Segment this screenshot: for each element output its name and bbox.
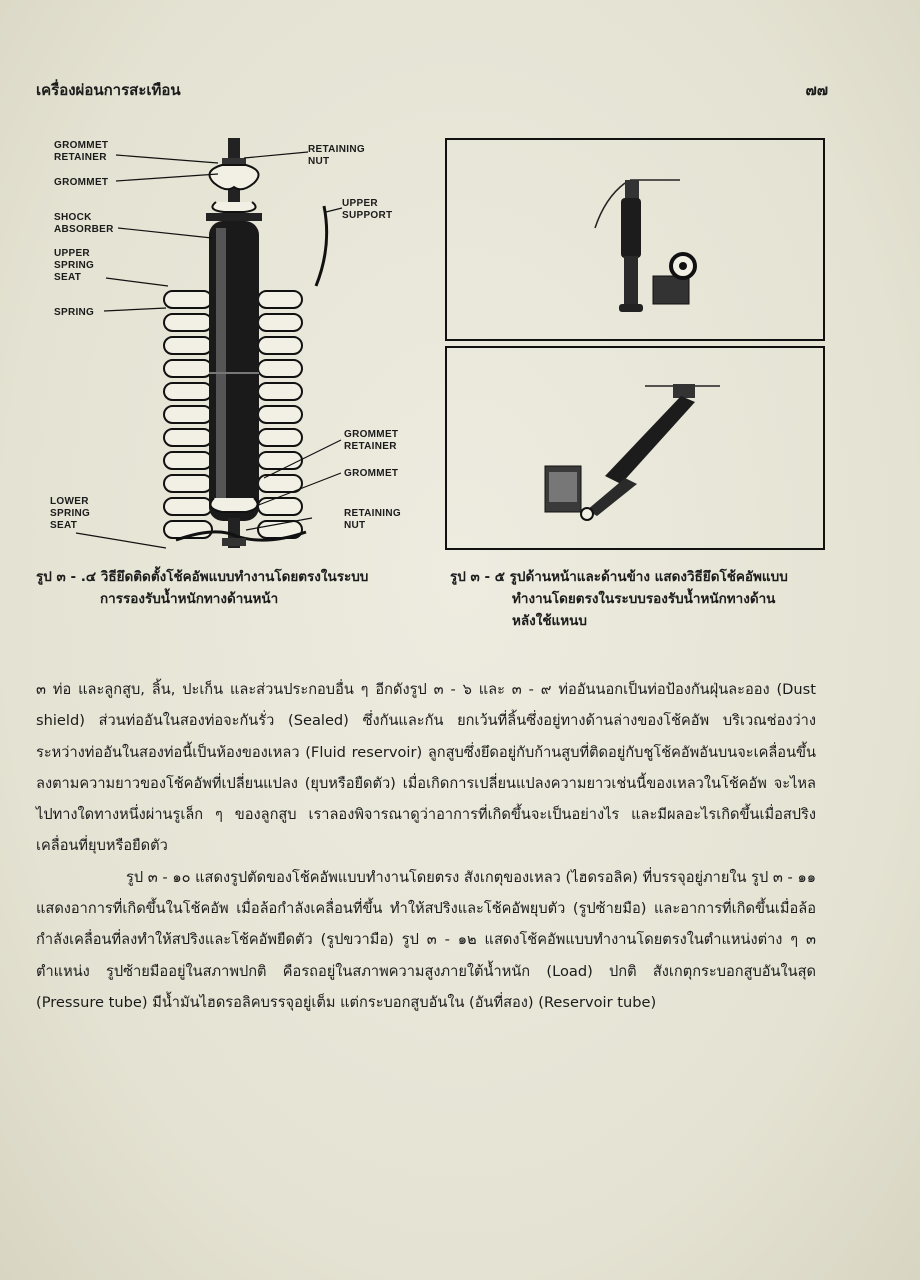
label-retaining-nut-top: RETAINING NUT (308, 144, 365, 167)
figure-3-5-svg (445, 138, 825, 550)
label-upper-spring-seat: UPPER SPRING SEAT (54, 248, 95, 283)
label-shock-absorber: SHOCK ABSORBER (54, 212, 114, 235)
figure-3-4-caption-line1: รูป ๓ - .๔ วิธียึดติดตั้งโช้คอัพแบบทำงานโดยตรงในระบบ (36, 569, 369, 585)
figure-3-5-caption-line3: หลังใช้แหนบ (512, 613, 587, 629)
body-paragraph-1: ๓ ท่อ และลูกสูบ, ลิ้น, ปะเก็น และส่วนประกอบอื่น ๆ อีกดังรูป ๓ - ๖ และ ๓ - ๙ ท่ออันนอกเป็นท่อป้องกันฝุ่นละออง (Dust shield) ส่วนท่ออันในสองท่อจะกันรั่ว (Sealed) ซึ่งกันและกัน ยกเว้นที่ลิ้นซึ่งอยู่ทางด้านล่างของโช้คอัพ บริเวณช่องว่างระหว่างท่ออันในสองท่อนี้เป็นห้องของเหลว (Fluid reservoir) ลูกสูบซึ่งยึดอยู่กับก้านสูบที่ติดอยู่กับชูโช้คอัพอันบนจะเคลื่อนขึ้นลงตามความยาวของโช้คอัพที่เปลี่ยนแปลง (ยุบหรือยืดตัว) เมื่อเกิดการเปลี่ยนแปลงความยาวเช่นนี้ของเหลวในโช้คอัพ จะไหลไปทางใดทางหนึ่งผ่านรูเล็ก ๆ ของลูกสูบ เราลองพิจารณาดูว่าอาการที่เกิดขึ้นจะเป็นอย่างไร และมีผลอะไรเกิดขึ้นเมื่อสปริงเคลื่อนที่ยุบหรือยืดตัว (36, 681, 816, 855)
label-grommet-retainer-top: GROMMET RETAINER (54, 140, 109, 163)
upper-support-bracket (316, 206, 327, 286)
label-grommet-top: GROMMET (54, 177, 109, 188)
label-spring: SPRING (54, 307, 95, 318)
page-number: ๗๗ (805, 81, 828, 99)
figure-3-5-caption (450, 566, 830, 632)
figure-3-4-caption-line2: การรองรับน้ำหนักทางด้านหน้า (100, 591, 279, 607)
figure-3-5-caption-line2: ทำงานโดยตรงในระบบรองรับน้ำหนักทางด้าน (512, 591, 776, 607)
figure-3-4-shock-absorber-diagram (46, 128, 406, 558)
figure-3-5-leaf-spring-mounting (445, 138, 825, 550)
figure-3-4-svg (46, 128, 406, 558)
front-view-panel (446, 139, 824, 340)
label-upper-support: UPPER SUPPORT (342, 198, 393, 221)
side-view-panel (446, 347, 824, 549)
body-paragraph-2: รูป ๓ - ๑๐ แสดงรูปตัดของโช้คอัพแบบทำงานโดยตรง สังเกตุของเหลว (ไฮดรอลิค) ที่บรรจุอยู่ภายใน รูป ๓ - ๑๑ แสดงอาการที่เกิดขึ้นในโช้คอัพ เมื่อล้อกำลังเคลื่อนที่ขึ้น ทำให้สปริงและโช้คอัพยุบตัว (รูปซ้ายมือ) และอาการที่เกิดขึ้นเมื่อล้อกำลังเคลื่อนที่ลงทำให้สปริงและโช้คอัพยืดตัว (รูปขวามือ) รูป ๓ - ๑๒ แสดงโช้คอัพแบบทำงานโดยตรงในตำแหน่งต่าง ๆ ๓ ตำแหน่ง รูปซ้ายมืออยู่ในสภาพปกติ คือรถอยู่ในสภาพความสูงภายใต้น้ำหนัก (Load) ปกติ สังเกตุกระบอกสูบอันในสุด (Pressure tube) มีน้ำมันไฮดรอลิคบรรจุอยู่เต็ม แต่กระบอกสูบอันใน (อันที่สอง) (Reservoir tube) (36, 868, 816, 1011)
figure-3-5-caption-line1: รูป ๓ - ๕ รูปด้านหน้าและด้านข้าง แสดงวิธียึดโช้คอัพแบบ (450, 569, 788, 585)
body-text (36, 674, 816, 1018)
label-grommet-retainer-bottom: GROMMET RETAINER (344, 429, 399, 452)
label-grommet-bottom: GROMMET (344, 468, 399, 479)
running-header-title: เครื่องผ่อนการสะเทือน (36, 81, 181, 99)
label-lower-spring-seat: LOWER SPRING SEAT (50, 496, 91, 531)
label-retaining-nut-bottom: RETAINING NUT (344, 508, 401, 531)
figure-3-4-caption (36, 566, 436, 610)
